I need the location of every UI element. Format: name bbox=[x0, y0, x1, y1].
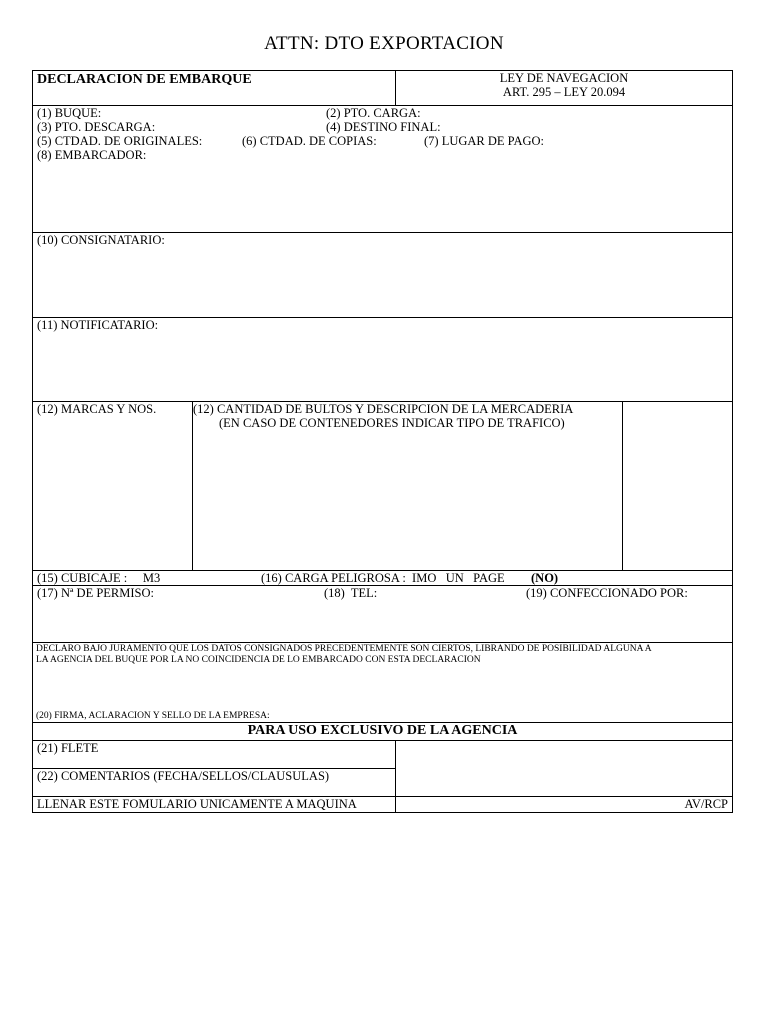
field-flete[interactable]: (21) FLETE bbox=[37, 741, 99, 755]
field-notificatario[interactable]: (11) NOTIFICATARIO: bbox=[37, 318, 159, 332]
field-firma[interactable]: (20) FIRMA, ACLARACION Y SELLO DE LA EMPRESA: bbox=[36, 711, 270, 721]
field-lugar-pago[interactable]: (7) LUGAR DE PAGO: bbox=[424, 134, 545, 148]
field-originales[interactable]: (5) CTDAD. DE ORIGINALES: bbox=[37, 134, 203, 148]
form-frame bbox=[32, 70, 733, 813]
field-carga-peligrosa-no[interactable]: (NO) bbox=[531, 571, 559, 585]
field-permiso[interactable]: (17) Nª DE PERMISO: bbox=[37, 586, 154, 600]
field-consignatario[interactable]: (10) CONSIGNATARIO: bbox=[37, 233, 165, 247]
field-copias[interactable]: (6) CTDAD. DE COPIAS: bbox=[242, 134, 377, 148]
page-title: ATTN: DTO EXPORTACION bbox=[264, 33, 504, 54]
footer-code: AV/RCP bbox=[684, 797, 728, 811]
declaration-text: DECLARO BAJO JURAMENTO QUE LOS DATOS CONSIGNADOS PRECEDENTEMENTE SON CIERTOS, LIBRANDO DE POSIBILIDAD ALGUNA A bbox=[36, 644, 652, 654]
field-pto-descarga[interactable]: (3) PTO. DESCARGA: bbox=[37, 120, 156, 134]
agency-header: PARA USO EXCLUSIVO DE LA AGENCIA bbox=[247, 723, 518, 738]
law-article: ART. 295 – LEY 20.094 bbox=[502, 85, 626, 99]
law-reference: LEY DE NAVEGACION bbox=[499, 71, 629, 85]
field-cantidad-bultos[interactable]: (12) CANTIDAD DE BULTOS Y DESCRIPCION DE LA MERCADERIA bbox=[193, 402, 574, 416]
form-title: DECLARACION DE EMBARQUE bbox=[37, 72, 252, 87]
field-marcas[interactable]: (12) MARCAS Y NOS. bbox=[37, 402, 157, 416]
footer-instruction: LLENAR ESTE FOMULARIO UNICAMENTE A MAQUINA bbox=[37, 797, 357, 811]
field-comentarios[interactable]: (22) COMENTARIOS (FECHA/SELLOS/CLAUSULAS) bbox=[37, 769, 330, 783]
divider bbox=[622, 401, 623, 570]
declaration-text: LA AGENCIA DEL BUQUE POR LA NO COINCIDENCIA DE LO EMBARCADO CON ESTA DECLARACION bbox=[36, 655, 481, 665]
divider bbox=[32, 740, 733, 741]
field-cubicaje[interactable]: (15) CUBICAJE : M3 bbox=[37, 571, 161, 585]
field-pto-carga[interactable]: (2) PTO. CARGA: bbox=[326, 106, 421, 120]
field-cantidad-note: (EN CASO DE CONTENEDORES INDICAR TIPO DE TRAFICO) bbox=[219, 416, 565, 430]
field-confeccionado[interactable]: (19) CONFECCIONADO POR: bbox=[526, 586, 688, 600]
field-tel[interactable]: (18) TEL: bbox=[324, 586, 378, 600]
field-carga-peligrosa[interactable]: (16) CARGA PELIGROSA : IMO UN PAGE bbox=[261, 571, 505, 585]
divider bbox=[192, 401, 193, 570]
field-embarcador[interactable]: (8) EMBARCADOR: bbox=[37, 148, 147, 162]
field-destino-final[interactable]: (4) DESTINO FINAL: bbox=[326, 120, 441, 134]
field-buque[interactable]: (1) BUQUE: bbox=[37, 106, 102, 120]
